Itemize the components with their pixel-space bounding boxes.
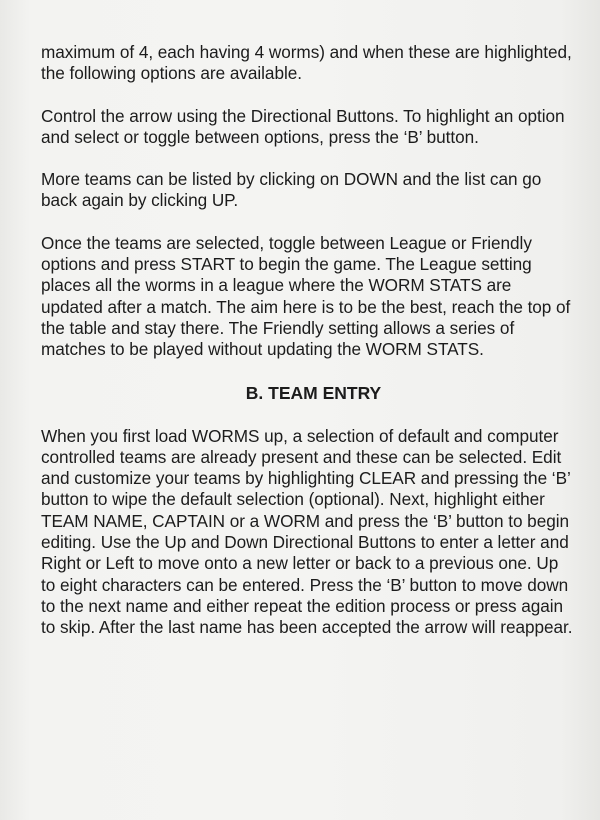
manual-text-block: [41, 42, 576, 639]
paragraph-team-entry: When you first load WORMS up, a selection of default and computer controlled teams are already present and these can be selected. Edit and customize your teams by highlighting CLEAR and pressing the ‘B’ button to wipe the default selection (optional). Next, highlight either TEAM NAME, CAPTAIN or a WORM and press the ‘B’ button to begin editing. Use the Up and Down Directional Buttons to enter a letter and Right or Left to move onto a new letter or back to a previous one. Up to eight characters can be entered. Press the ‘B’ button to move down to the next name and either repeat the edition process or press again to skip. After the last name has been accepted the arrow will reappear.: [41, 425, 573, 638]
paragraph-control-arrow: Control the arrow using the Directional Buttons. To highlight an option and select or toggle between options, press the ‘B’ button.: [41, 105, 565, 147]
paragraph-team-options: maximum of 4, each having 4 worms) and when these are highlighted, the following options are available.: [41, 42, 572, 84]
paragraph-more-teams: More teams can be listed by clicking on DOWN and the list can go back again by clicking UP.: [41, 169, 542, 211]
section-heading-team-entry: B. TEAM ENTRY: [245, 382, 382, 403]
paragraph-league-friendly: Once the teams are selected, toggle between League or Friendly options and press START to begin the game. The League setting places all the worms in a league where the WORM STATS are updated after a match. The aim here is to be the best, reach the top of the table and stay there. The Friendly setting allows a series of matches to be played without updating the WORM STATS.: [41, 232, 571, 360]
